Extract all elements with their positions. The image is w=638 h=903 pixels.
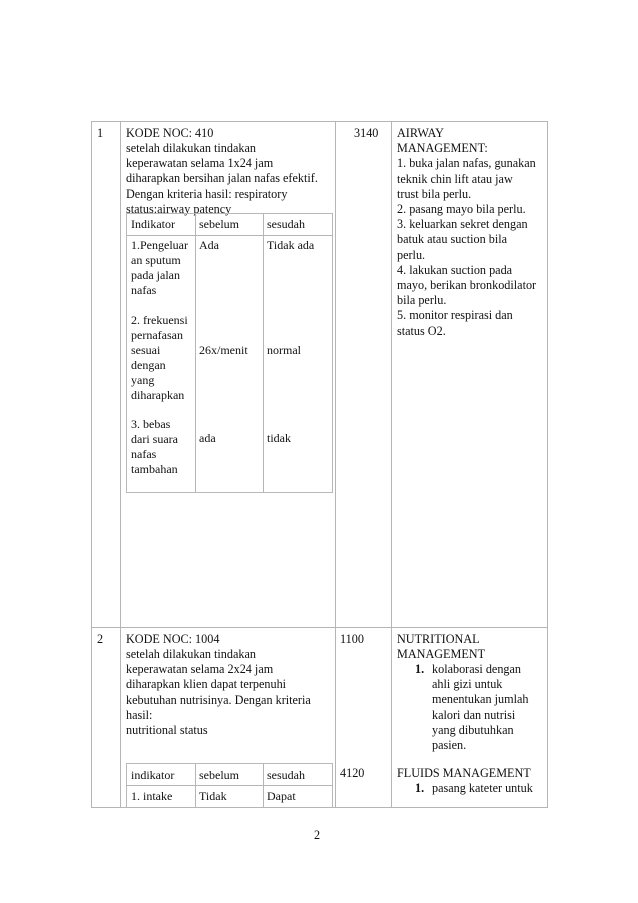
indicator-cell: 3. bebas dari suara nafas tambahan: [131, 417, 178, 476]
indicator-header: Indikator: [131, 217, 175, 231]
indicator-table: [126, 213, 333, 493]
indicator-cell: 1.Pengeluar an sputum pada jalan nafas: [131, 238, 188, 297]
noc-description: setelah dilakukan tindakan keperawatan selama 1x24 jam diharapkan bersihan jalan nafas efektif. Dengan kriteria hasil: respiratory status:airway patency: [126, 141, 318, 216]
row-number: 1: [97, 126, 104, 140]
column-divider-no: [120, 121, 121, 807]
indicator-col-divider: [195, 214, 196, 492]
before-cell: Tidak: [199, 789, 227, 803]
nic-item-number: 1.: [415, 662, 425, 676]
after-cell: Dapat: [267, 789, 296, 803]
table-border-right: [547, 121, 548, 807]
after-header: sesudah: [267, 217, 305, 231]
nic-item-number: 1.: [415, 781, 425, 795]
noc-title: KODE NOC: 410: [126, 126, 214, 140]
indicator-col-divider: [263, 764, 264, 808]
before-cell: 26x/menit: [199, 343, 248, 357]
indicator-header-divider: [127, 235, 332, 236]
indicator-col-divider: [195, 764, 196, 808]
nic-intervention: AIRWAY MANAGEMENT: 1. buka jalan nafas, gunakan teknik chin lift atau jaw trust bila perlu. 2. pasang mayo bila perlu. 3. keluarkan sekret dengan batuk atau suction bila perlu. 4. lakukan suction pada mayo, berikan bronkodilator bila perlu. 5. monitor respirasi dan status O2.: [397, 126, 537, 338]
page-number: 2: [314, 828, 321, 842]
before-header: sebelum: [199, 217, 239, 231]
indicator-header: indikator: [131, 768, 175, 782]
indicator-cell: 2. frekuensi pernafasan sesuai dengan yang diharapkan: [131, 313, 188, 402]
indicator-header-divider: [127, 785, 332, 786]
nic-code: 1100: [340, 632, 364, 646]
nic-item-text: kolaborasi dengan ahli gizi untuk menentukan jumlah kalori dan nutrisi yang dibutuhkan pasien.: [432, 662, 529, 753]
noc-title: KODE NOC: 1004: [126, 632, 220, 646]
after-cell: tidak: [267, 431, 291, 445]
nic-code: 3140: [354, 126, 379, 140]
after-cell: Tidak ada: [267, 238, 315, 252]
row-number: 2: [97, 632, 104, 646]
before-header: sebelum: [199, 768, 239, 782]
table-border-left: [91, 121, 92, 807]
nic-title: FLUIDS MANAGEMENT: [397, 766, 531, 780]
nic-code: 4120: [340, 766, 365, 780]
row-divider: [91, 627, 548, 628]
indicator-col-divider: [263, 214, 264, 492]
indicator-table: [126, 763, 333, 808]
nic-title: NUTRITIONAL MANAGEMENT: [397, 632, 486, 662]
nic-item-text: pasang kateter untuk: [432, 781, 533, 795]
indicator-cell: 1. intake: [131, 789, 173, 803]
after-header: sesudah: [267, 768, 305, 782]
column-divider-code: [391, 121, 392, 807]
table-border-top: [91, 121, 548, 122]
before-cell: Ada: [199, 238, 219, 252]
before-cell: ada: [199, 431, 216, 445]
noc-description: setelah dilakukan tindakan keperawatan selama 2x24 jam diharapkan klien dapat terpenuhi kebutuhan nutrisinya. Dengan kriteria hasil: nutritional status: [126, 647, 311, 738]
after-cell: normal: [267, 343, 301, 357]
